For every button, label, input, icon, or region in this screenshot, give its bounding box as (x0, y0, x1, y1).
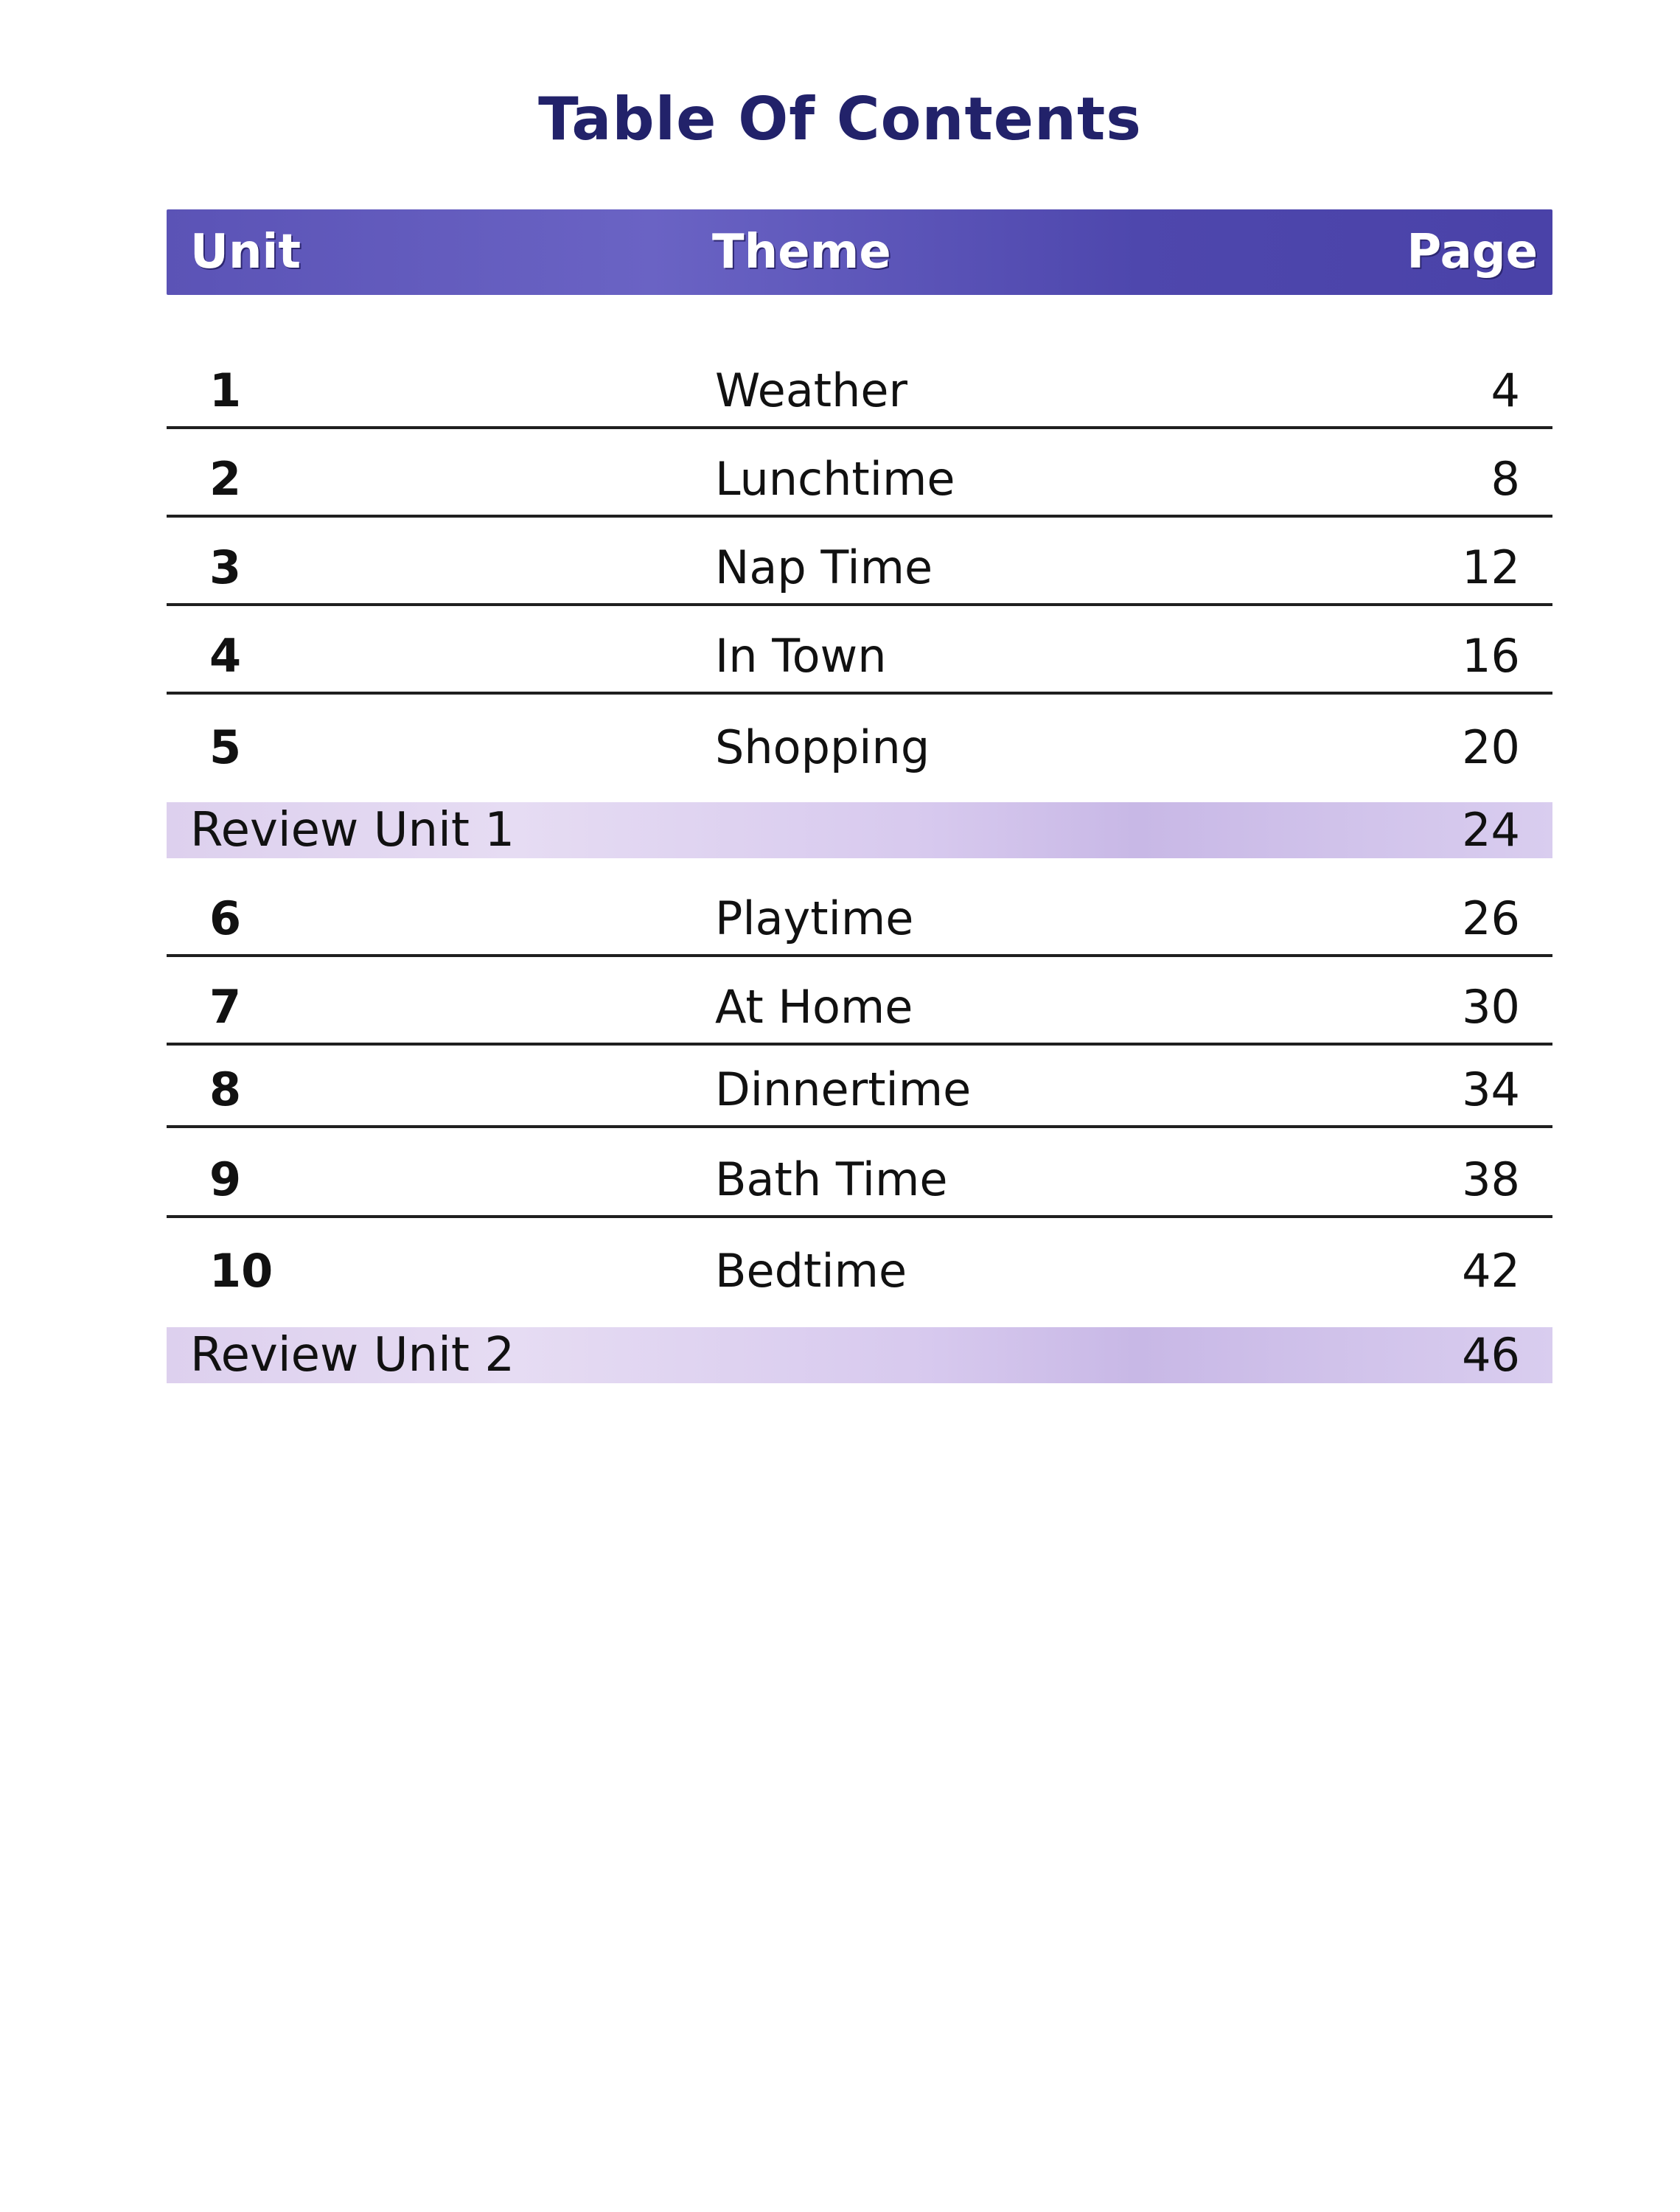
unit-theme: Shopping (715, 720, 930, 774)
unit-theme: Nap Time (715, 540, 933, 594)
unit-theme: Playtime (715, 891, 914, 945)
header-page-label: Page (1407, 225, 1538, 279)
toc-row (167, 355, 1552, 429)
unit-theme: Lunchtime (715, 452, 955, 506)
unit-theme: Weather (715, 364, 908, 417)
unit-number: 2 (209, 452, 242, 506)
page-number: 8 (1491, 452, 1520, 506)
toc-row (167, 883, 1552, 957)
toc-header (167, 209, 1552, 295)
page-number: 42 (1462, 1244, 1520, 1298)
unit-number: 4 (209, 629, 242, 683)
page-number: 38 (1462, 1152, 1520, 1206)
unit-number: 6 (209, 891, 242, 945)
page-number: 4 (1491, 364, 1520, 417)
page-number: 34 (1462, 1062, 1520, 1116)
unit-number: 7 (209, 980, 242, 1034)
review-unit-label: Review Unit 1 (190, 803, 515, 858)
page-number: 20 (1462, 720, 1520, 774)
toc-row (167, 972, 1552, 1046)
page-number: 46 (1462, 1328, 1520, 1382)
toc-row (167, 1144, 1552, 1218)
unit-theme: Bath Time (715, 1152, 948, 1206)
toc-review-row (167, 802, 1552, 858)
toc-row (167, 1054, 1552, 1128)
page-number: 24 (1462, 803, 1520, 857)
toc-row (167, 621, 1552, 695)
unit-number: 3 (209, 540, 242, 594)
unit-number: 8 (209, 1062, 242, 1116)
unit-theme: At Home (715, 980, 913, 1034)
toc-row (167, 444, 1552, 518)
header-unit-label: Unit (190, 225, 302, 279)
unit-number: 10 (209, 1244, 273, 1298)
toc-row (167, 532, 1552, 606)
unit-number: 9 (209, 1152, 242, 1206)
review-unit-label: Review Unit 2 (190, 1328, 515, 1382)
unit-theme: In Town (715, 629, 887, 683)
header-theme-label: Theme (712, 225, 891, 279)
page-number: 30 (1462, 980, 1520, 1034)
unit-theme: Bedtime (715, 1244, 907, 1298)
page-number: 26 (1462, 891, 1520, 945)
toc-row (167, 709, 1552, 783)
unit-theme: Dinnertime (715, 1062, 972, 1116)
page-title: Table Of Contents (538, 85, 1142, 153)
unit-number: 1 (209, 364, 242, 417)
toc-row (167, 1233, 1552, 1307)
unit-number: 5 (209, 720, 242, 774)
toc-review-row (167, 1327, 1552, 1383)
page-number: 12 (1462, 540, 1520, 594)
page-number: 16 (1462, 629, 1520, 683)
